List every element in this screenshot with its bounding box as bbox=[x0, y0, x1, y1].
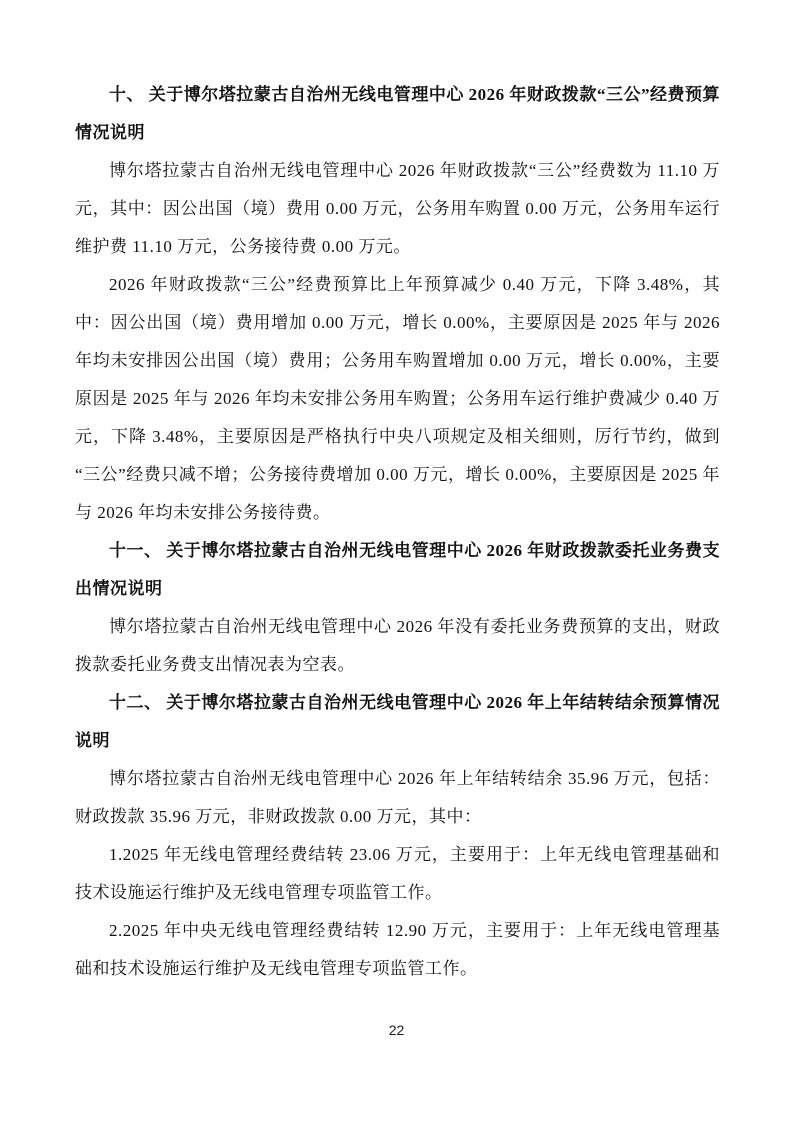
section-12-paragraph-3: 2.2025 年中央无线电管理经费结转 12.90 万元，主要用于：上年无线电管理基础和技术设施运行维护及无线电管理专项监管工作。 bbox=[75, 921, 720, 978]
section-10-paragraph-1: 博尔塔拉蒙古自治州无线电管理中心 2026 年财政拨款“三公”经费数为 11.10 万元，其中：因公出国（境）费用 0.00 万元，公务用车购置 0.00 万元，公务用车运行维护费 11.10 万元，公务接待费 0.00 万元。 bbox=[75, 161, 720, 256]
page-number: 22 bbox=[388, 1022, 405, 1038]
section-10-paragraph-2: 2026 年财政拨款“三公”经费预算比上年预算减少 0.40 万元，下降 3.48%，其中：因公出国（境）费用增加 0.00 万元，增长 0.00%，主要原因是 2025 年与 2026 年均未安排因公出国（境）费用；公务用车购置增加 0.00 万元，增长 0.00%，主要原因是 2025 年与 2026 年均未安排公务用车购置；公务用车运行维护费减少 0.40 万元，下降 3.48%，主要原因是严格执行中央八项规定及相关细则，厉行节约，做到“三公”经费只减不增；公务接待费增加 0.00 万元，增长 0.00%，主要原因是 2025 年与 2026 年均未安排公务接待费。 bbox=[75, 275, 720, 522]
section-12-paragraph-1: 博尔塔拉蒙古自治州无线电管理中心 2026 年上年结转结余 35.96 万元，包括：财政拨款 35.96 万元，非财政拨款 0.00 万元，其中： bbox=[75, 769, 720, 826]
section-10-heading: 十、 关于博尔塔拉蒙古自治州无线电管理中心 2026 年财政拨款“三公”经费预算情况说明 bbox=[75, 85, 720, 142]
section-12-heading: 十二、 关于博尔塔拉蒙古自治州无线电管理中心 2026 年上年结转结余预算情况说明 bbox=[75, 693, 720, 750]
document-content bbox=[75, 76, 720, 988]
section-12-paragraph-2: 1.2025 年无线电管理经费结转 23.06 万元，主要用于：上年无线电管理基础和技术设施运行维护及无线电管理专项监管工作。 bbox=[75, 845, 720, 902]
section-11-heading: 十一、 关于博尔塔拉蒙古自治州无线电管理中心 2026 年财政拨款委托业务费支出情况说明 bbox=[75, 541, 720, 598]
section-11-paragraph-1: 博尔塔拉蒙古自治州无线电管理中心 2026 年没有委托业务费预算的支出，财政拨款委托业务费支出情况表为空表。 bbox=[75, 617, 720, 674]
